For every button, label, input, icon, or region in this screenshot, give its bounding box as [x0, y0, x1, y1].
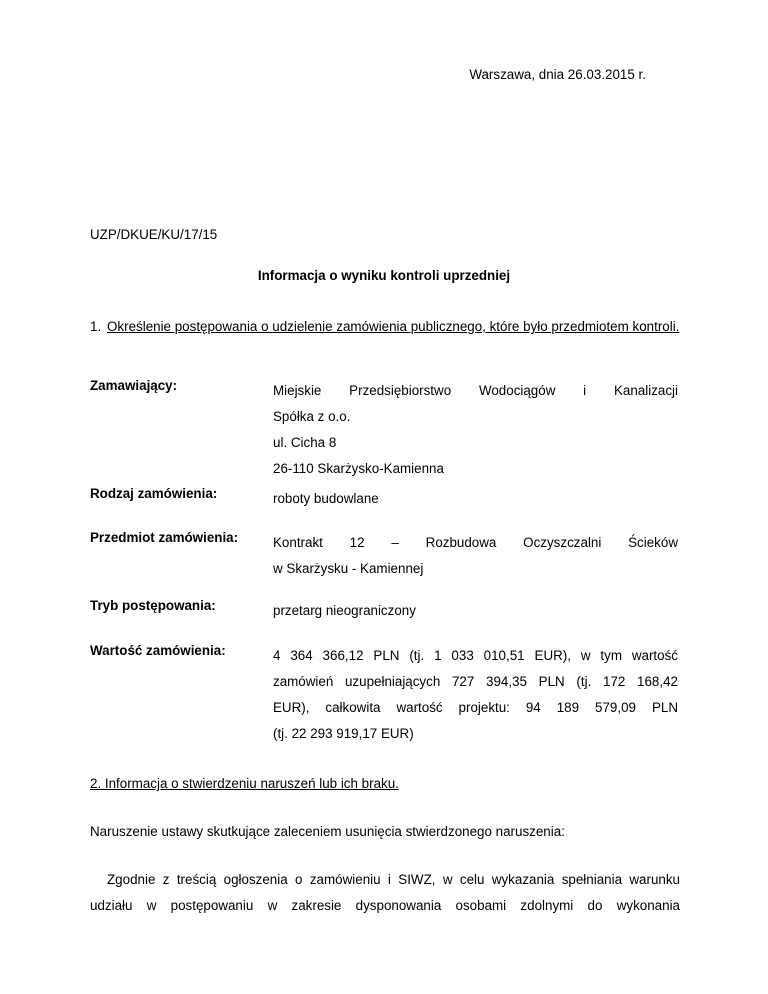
section-2-heading: [90, 776, 399, 791]
document-title: Informacja o wyniku kontroli uprzedniej: [257, 268, 511, 283]
zamawiajacy-line-3: ul. Cicha 8: [273, 435, 337, 450]
zamawiajacy-line-4: 26-110 Skarżysko-Kamienna: [273, 461, 444, 476]
section-1-heading: [90, 314, 680, 340]
section-2-number: 2.: [90, 776, 105, 791]
section-1-text: Określenie postępowania o udzielenie zamówienia publicznego, które było przedmiotem kontroli.: [107, 319, 680, 334]
field-label-przedmiot: Przedmiot zamówienia:: [90, 530, 239, 545]
wartosc-line-2: zamówień uzupełniających 727 394,35 PLN (tj. 172 168,42: [273, 674, 678, 689]
field-label-zamawiajacy: Zamawiający:: [90, 378, 178, 393]
violation-paragraph: [90, 867, 680, 919]
wartosc-line-1: 4 364 366,12 PLN (tj. 1 033 010,51 EUR), w tym wartość: [273, 648, 678, 663]
violation-paragraph-line-2: udziału w postępowaniu w zakresie dysponowania osobami zdolnymi do wykonania: [90, 898, 680, 913]
field-value-wartosc: [273, 643, 678, 747]
tryb-value: przetarg nieograniczony: [273, 603, 416, 618]
document-date: Warszawa, dnia 26.03.2015 r.: [469, 67, 646, 82]
section-2-text: Informacja o stwierdzeniu naruszeń lub ich braku.: [104, 776, 399, 791]
field-label-wartosc: Wartość zamówienia:: [90, 643, 226, 658]
field-value-przedmiot: [273, 530, 678, 582]
zamawiajacy-line-2: Spółka z o.o.: [273, 409, 351, 424]
przedmiot-line-2: w Skarżysku - Kamiennej: [273, 561, 424, 576]
przedmiot-line-1: Kontrakt 12 – Rozbudowa Oczyszczalni Ścieków: [273, 535, 678, 550]
reference-number: UZP/DKUE/KU/17/15: [90, 227, 218, 242]
field-value-zamawiajacy: [273, 378, 678, 482]
field-label-rodzaj: Rodzaj zamówienia:: [90, 486, 218, 501]
zamawiajacy-line-1: Miejskie Przedsiębiorstwo Wodociągów i Kanalizacji: [273, 383, 678, 398]
violation-intro: Naruszenie ustawy skutkujące zaleceniem usunięcia stwierdzonego naruszenia:: [90, 824, 565, 839]
section-1-number: 1.: [90, 319, 102, 334]
wartosc-line-4: (tj. 22 293 919,17 EUR): [273, 726, 414, 741]
field-label-tryb: Tryb postępowania:: [90, 598, 216, 613]
rodzaj-value: roboty budowlane: [273, 491, 379, 506]
violation-paragraph-line-1: Zgodnie z treścią ogłoszenia o zamówieniu i SIWZ, w celu wykazania spełniania warunku: [107, 872, 680, 887]
wartosc-line-3: EUR), całkowita wartość projektu: 94 189 579,09 PLN: [273, 700, 678, 715]
field-value-tryb: [273, 598, 678, 624]
field-value-rodzaj: [273, 486, 678, 512]
